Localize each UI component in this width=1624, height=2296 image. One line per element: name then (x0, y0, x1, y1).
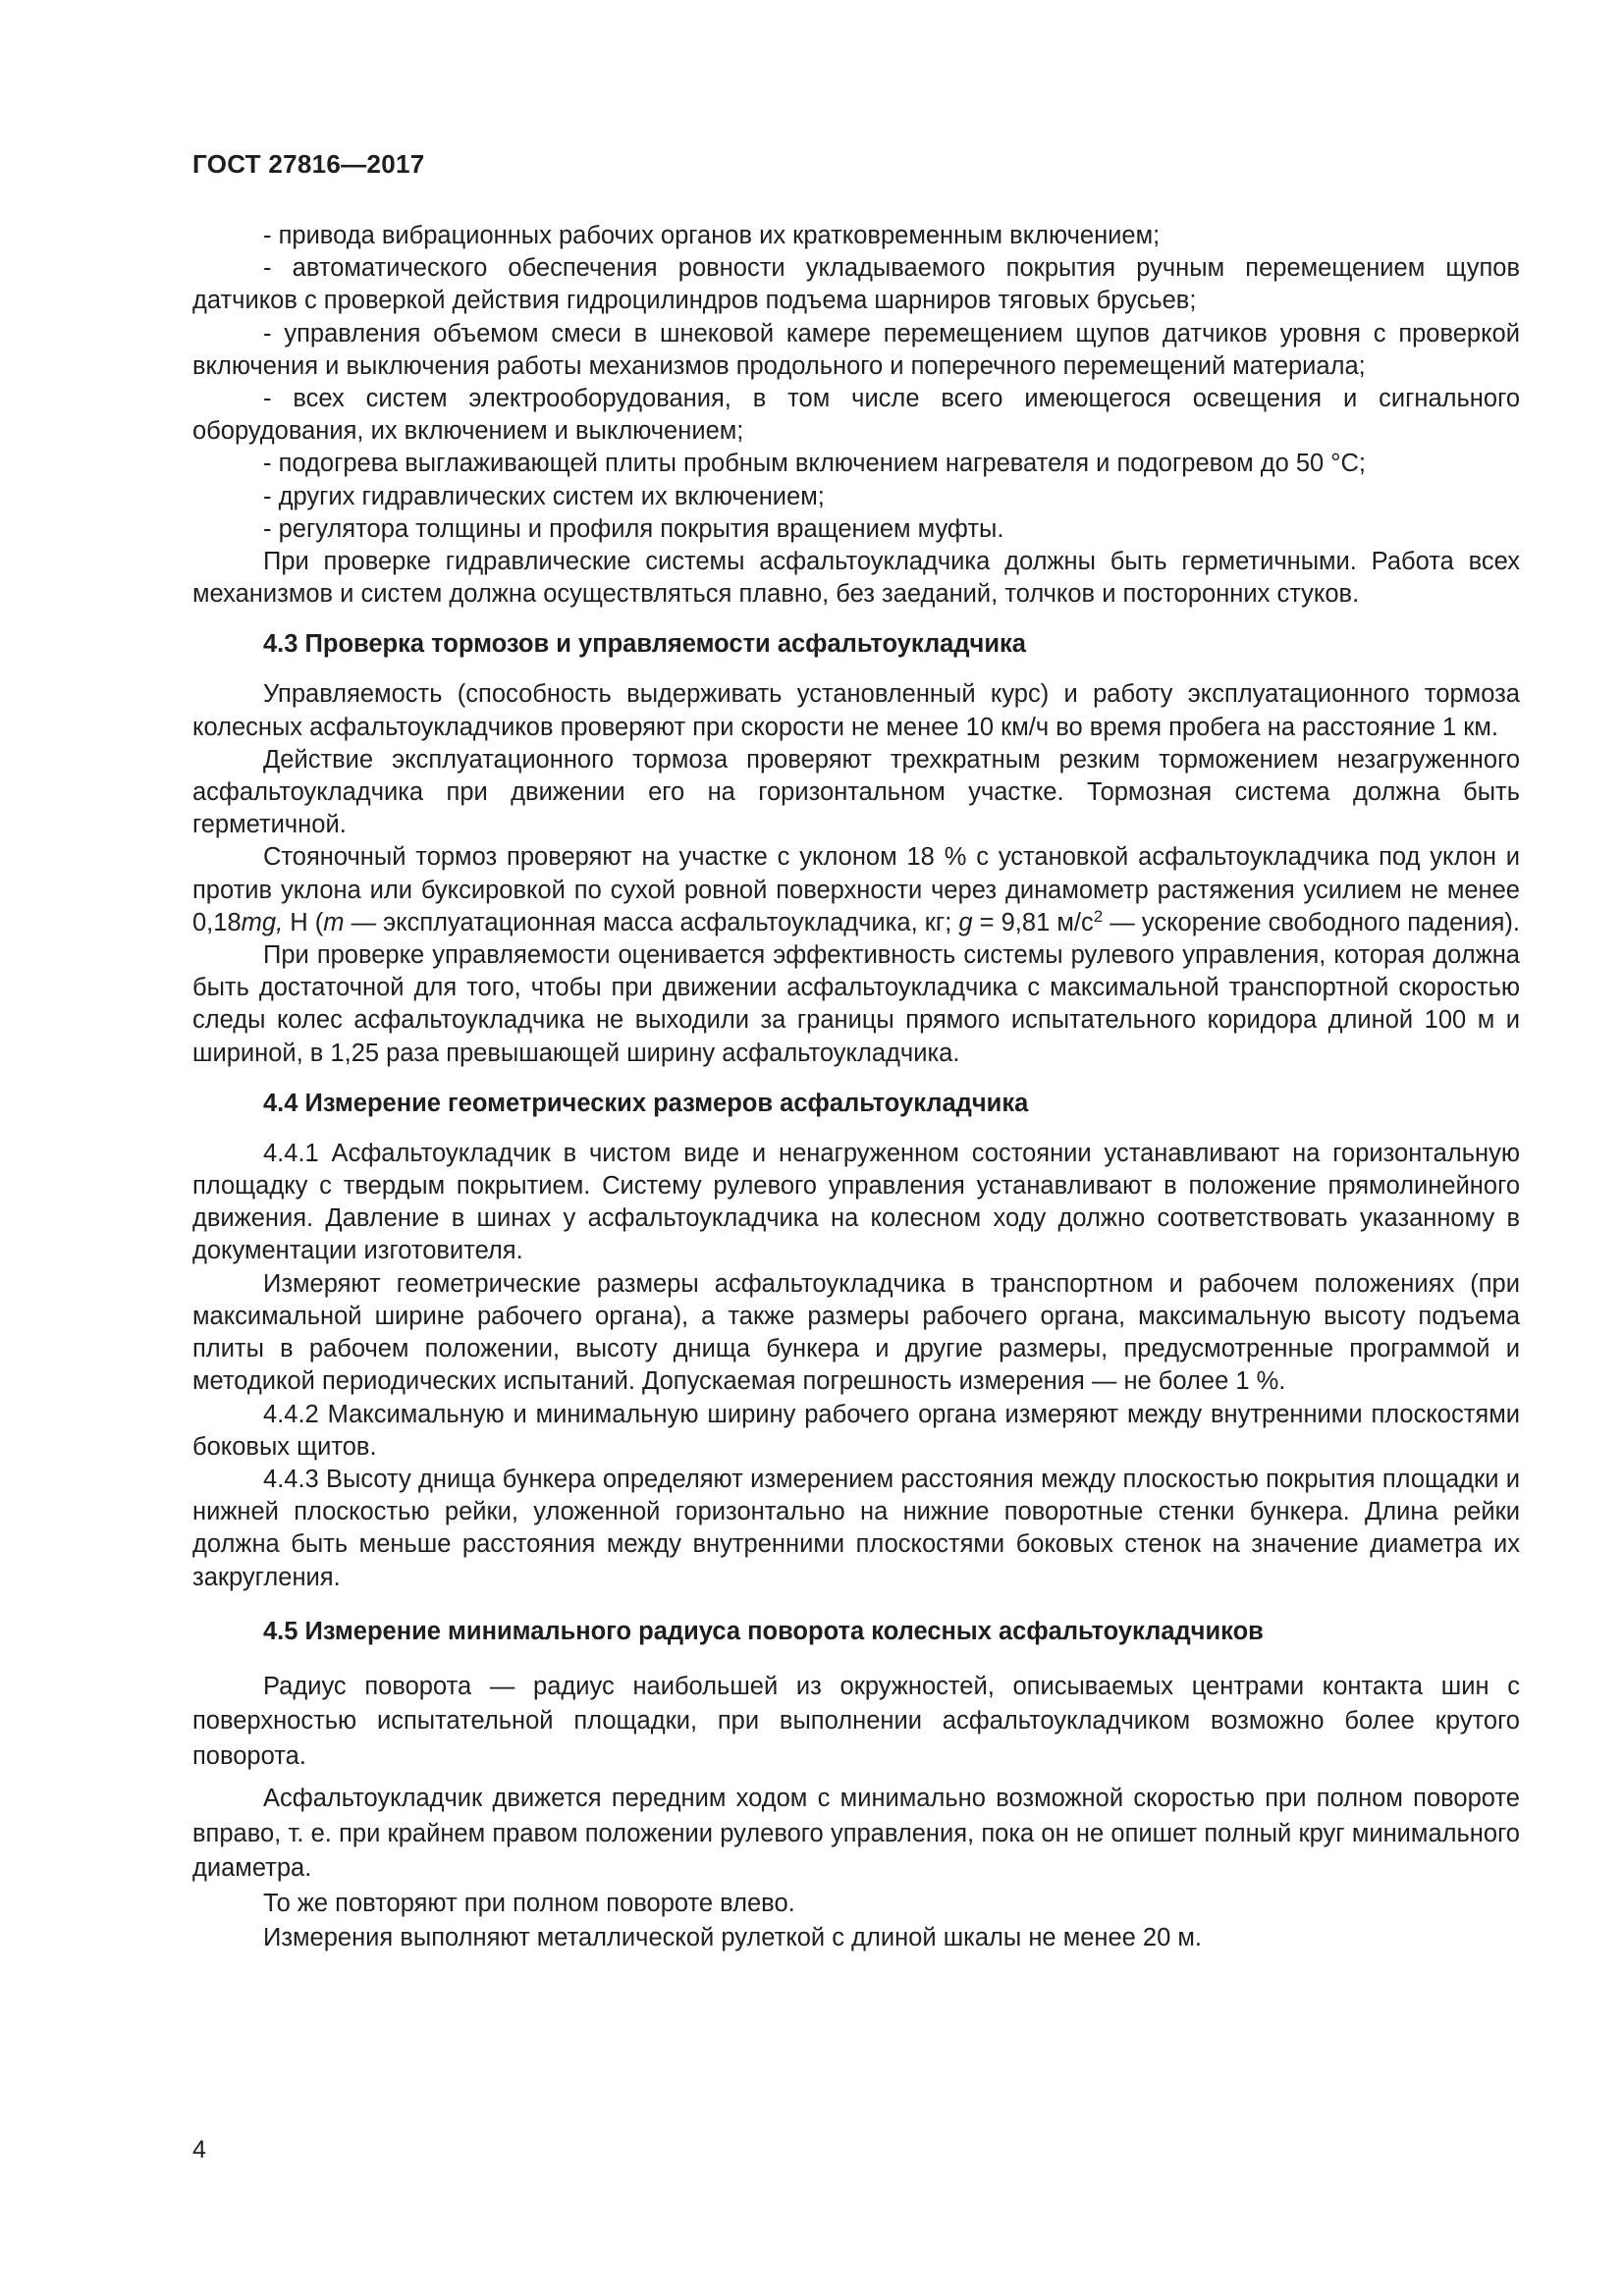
paragraph-parking-brake (192, 841, 1520, 939)
paragraph: Измерения выполняют металлической рулеткой с длиной шкалы не менее 20 м. (263, 1924, 1203, 1952)
paragraph: Действие эксплуатационного тормоза проверяют трехкратным резким торможением незагруженного асфальтоукладчика при движении его на горизонтальном участке. Тормозная система должна быть герметичной. (192, 745, 1520, 839)
paragraph: 4.4.1 Асфальтоукладчик в чистом виде и ненагруженном состоянии устанавливают на горизонтальную площадку с твердым покрытием. Систему рулевого управления устанавливают в положение прямолинейного движения. Давление в шинах у асфальтоукладчика на колесном ходу должно соответствовать указанному в документации изготовителя. (192, 1139, 1520, 1265)
text-run: Стояночный тормоз проверяют на участке с уклоном 18 % с установкой асфальтоукладчика под уклон и против уклона или буксировкой по сухой ровной поверхности через динамометр растяжения усилием не менее 0,18 (192, 843, 1520, 936)
list-item: - регулятора толщины и профиля покрытия вращением муфты. (263, 514, 1004, 543)
section-heading-4-5: 4.5 Измерение минимального радиуса поворота колесных асфальтоукладчиков (263, 1617, 1264, 1645)
superscript: 2 (1093, 906, 1104, 926)
text-run: — ускорение свободного падения). (1103, 908, 1520, 936)
list-item: - других гидравлических систем их включением; (263, 482, 825, 510)
text-run: = 9,81 м/с (972, 908, 1094, 936)
paragraph: 4.4.3 Высоту днища бункера определяют измерением расстояния между плоскостью покрытия площадки и нижней плоскостью рейки, уложенной горизонтально на нижние поворотные стенки бункера. Длина рейки должна быть меньше расстояния между внутренними плоскостями боковых стенок на значение диаметра их закругления. (192, 1465, 1520, 1591)
section-heading-4-4: 4.4 Измерение геометрических размеров асфальтоукладчика (263, 1089, 1029, 1117)
document-header: ГОСТ 27816—2017 (192, 149, 425, 179)
list-item: - автоматического обеспечения ровности укладываемого покрытия ручным перемещением щупов датчиков с проверкой действия гидроцилиндров подъема шарниров тяговых брусьев; (192, 254, 1520, 315)
section-heading-4-3: 4.3 Проверка тормозов и управляемости асфальтоукладчика (263, 630, 1026, 659)
paragraph: 4.4.2 Максимальную и минимальную ширину рабочего органа измеряют между внутренними плоскостями боковых щитов. (192, 1400, 1520, 1461)
text-run: Н ( (283, 908, 324, 936)
page-number: 4 (192, 2136, 206, 2163)
document-body (192, 220, 1520, 1956)
list-item: - привода вибрационных рабочих органов их кратковременным включением; (263, 222, 1161, 249)
text-run: — эксплуатационная масса асфальтоукладчика, кг; (344, 908, 959, 936)
list-item: - управления объемом смеси в шнековой камере перемещением щупов датчиков уровня с проверкой включения и выключения работы механизмов продольного и поперечного перемещений материала; (192, 319, 1520, 380)
list-item: - подогрева выглаживающей плиты пробным включением нагревателя и подогревом до 50 °С; (263, 450, 1367, 478)
paragraph: Радиус поворота — радиус наибольшей из окружностей, описываемых центрами контакта шин с поверхностью испытательной площадки, при выполнении асфальтоукладчиком возможно более крутого поворота. (192, 1672, 1520, 1770)
formula-g: g (958, 908, 973, 936)
section-4-5-body (192, 1670, 1520, 1956)
paragraph: Управляемость (способность выдерживать установленный курс) и работу эксплуатационного тормоза колесных асфальтоукладчиков проверяют при скорости не менее 10 км/ч во время пробега на расстояние 1 км. (192, 680, 1520, 741)
formula-mg: mg, (241, 908, 284, 936)
paragraph: Асфальтоукладчик движется передним ходом с минимально возможной скоростью при полном повороте вправо, т. е. при крайнем правом положении рулевого управления, пока он не опишет полный круг минимального диаметра. (192, 1785, 1520, 1883)
paragraph: Измеряют геометрические размеры асфальтоукладчика в транспортном и рабочем положениях (при максимальной ширине рабочего органа), а также размеры рабочего органа, максимальную высоту подъема плиты в рабочем положении, высоту днища бункера и другие размеры, предусмотренные программой и методикой периодических испытаний. Допускаемая погрешность измерения — не более 1 %. (192, 1269, 1520, 1396)
paragraph: То же повторяют при полном повороте влево. (263, 1889, 795, 1917)
paragraph: При проверке управляемости оценивается эффективность системы рулевого управления, которая должна быть достаточной для того, чтобы при движении асфальтоукладчика с максимальной транспортной скоростью следы колес асфальтоукладчика не выходили за границы прямого испытательного коридора длиной 100 м и шириной, в 1,25 раза превышающей ширину асфальтоукладчика. (192, 941, 1520, 1067)
list-item: - всех систем электрооборудования, в том числе всего имеющегося освещения и сигнального оборудования, их включением и выключением; (192, 385, 1520, 446)
paragraph: При проверке гидравлические системы асфальтоукладчика должны быть герметичными. Работа всех механизмов и систем должна осуществляться плавно, без заеданий, толчков и посторонних стуков. (192, 548, 1520, 609)
formula-m: m (323, 908, 345, 936)
